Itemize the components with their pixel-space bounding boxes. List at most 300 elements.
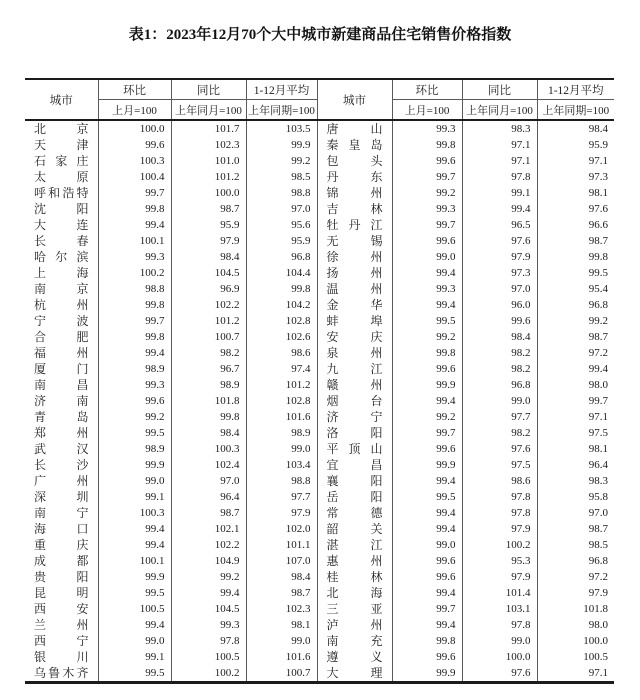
table-row	[25, 281, 614, 297]
city-cell: 温州	[317, 281, 392, 297]
mom-cell: 99.0	[392, 537, 462, 553]
header-yoy-left: 同比	[171, 79, 246, 100]
yoy-cell: 97.8	[462, 169, 537, 185]
avg-cell: 99.9	[246, 137, 317, 153]
city-cell: 桂林	[317, 569, 392, 585]
header-mom-right: 环比	[392, 79, 462, 100]
table-row	[25, 249, 614, 265]
yoy-cell: 97.9	[462, 521, 537, 537]
avg-cell: 95.9	[246, 233, 317, 249]
avg-cell: 97.5	[588, 427, 608, 439]
city-cell: 杭州	[25, 297, 98, 313]
city-cell: 牡丹江	[317, 217, 392, 233]
mom-cell: 98.9	[98, 441, 171, 457]
avg-cell: 100.7	[246, 665, 317, 683]
mom-cell: 99.6	[392, 649, 462, 665]
city-cell: 九江	[317, 361, 392, 377]
mom-cell: 99.8	[98, 329, 171, 345]
yoy-cell: 97.6	[462, 441, 537, 457]
avg-cell: 98.3	[588, 475, 608, 487]
table-row	[25, 633, 614, 649]
yoy-cell: 100.0	[462, 649, 537, 665]
table-row	[25, 120, 614, 137]
table-row	[25, 617, 614, 633]
city-cell: 昆明	[25, 585, 98, 601]
yoy-cell: 100.3	[171, 441, 246, 457]
city-cell: 上海	[25, 265, 98, 281]
yoy-cell: 98.2	[171, 345, 246, 361]
avg-cell: 97.9	[588, 587, 608, 599]
yoy-cell: 100.2	[171, 665, 246, 683]
table-row	[25, 185, 614, 201]
city-cell: 青岛	[25, 409, 98, 425]
avg-cell: 96.6	[588, 219, 608, 231]
avg-cell: 98.1	[588, 443, 608, 455]
header-avg-base-right: 上年同期=100	[542, 104, 610, 117]
yoy-cell: 96.9	[171, 281, 246, 297]
city-cell: 岳阳	[317, 489, 392, 505]
mom-cell: 99.4	[98, 345, 171, 361]
mom-cell: 99.5	[98, 585, 171, 601]
header-yoy-right: 同比	[462, 79, 537, 100]
avg-cell: 98.7	[588, 331, 608, 343]
yoy-cell: 96.5	[462, 217, 537, 233]
mom-cell: 99.2	[392, 409, 462, 425]
header-mom-base-right: 上月=100	[392, 100, 462, 121]
mom-cell: 99.4	[98, 521, 171, 537]
avg-cell: 107.0	[246, 553, 317, 569]
yoy-cell: 95.9	[171, 217, 246, 233]
yoy-cell: 101.8	[171, 393, 246, 409]
mom-cell: 100.1	[98, 233, 171, 249]
mom-cell: 99.3	[392, 201, 462, 217]
avg-cell: 99.7	[588, 395, 608, 407]
city-cell: 长春	[25, 233, 98, 249]
mom-cell: 99.8	[392, 633, 462, 649]
city-cell: 宁波	[25, 313, 98, 329]
avg-cell: 99.8	[588, 251, 608, 263]
yoy-cell: 98.3	[462, 120, 537, 137]
mom-cell: 99.4	[392, 265, 462, 281]
yoy-cell: 98.2	[462, 345, 537, 361]
avg-cell: 103.5	[246, 120, 317, 137]
avg-cell: 98.8	[246, 473, 317, 489]
yoy-cell: 98.4	[171, 425, 246, 441]
avg-cell: 98.5	[588, 539, 608, 551]
avg-cell: 98.7	[246, 585, 317, 601]
mom-cell: 99.5	[98, 665, 171, 683]
yoy-cell: 100.0	[171, 185, 246, 201]
yoy-cell: 99.4	[462, 201, 537, 217]
mom-cell: 99.2	[392, 329, 462, 345]
avg-cell: 101.2	[246, 377, 317, 393]
city-cell: 海口	[25, 521, 98, 537]
table-body	[25, 120, 614, 683]
table-row	[25, 233, 614, 249]
avg-cell: 99.2	[588, 315, 608, 327]
table-row	[25, 473, 614, 489]
table-row	[25, 505, 614, 521]
city-cell: 哈尔滨	[25, 249, 98, 265]
table-row	[25, 265, 614, 281]
mom-cell: 99.5	[98, 425, 171, 441]
yoy-cell: 99.4	[171, 585, 246, 601]
table-row	[25, 169, 614, 185]
table-row	[25, 361, 614, 377]
yoy-cell: 98.2	[462, 425, 537, 441]
city-cell: 南昌	[25, 377, 98, 393]
mom-cell: 99.9	[392, 665, 462, 683]
mom-cell: 100.3	[98, 153, 171, 169]
avg-cell: 102.6	[246, 329, 317, 345]
yoy-cell: 97.8	[171, 633, 246, 649]
avg-cell: 97.1	[588, 155, 608, 167]
avg-cell: 104.2	[246, 297, 317, 313]
yoy-cell: 100.5	[171, 649, 246, 665]
yoy-cell: 103.1	[462, 601, 537, 617]
city-cell: 常德	[317, 505, 392, 521]
yoy-cell: 98.4	[171, 249, 246, 265]
avg-cell: 99.5	[588, 267, 608, 279]
mom-cell: 99.6	[392, 153, 462, 169]
city-cell: 郑州	[25, 425, 98, 441]
avg-cell: 96.8	[246, 249, 317, 265]
city-cell: 银川	[25, 649, 98, 665]
city-cell: 宜昌	[317, 457, 392, 473]
city-cell: 烟台	[317, 393, 392, 409]
table-title: 表1：2023年12月70个大中城市新建商品住宅销售价格指数	[128, 27, 512, 43]
avg-cell: 97.0	[246, 201, 317, 217]
mom-cell: 99.2	[98, 409, 171, 425]
avg-cell: 98.0	[588, 619, 608, 631]
city-cell: 兰州	[25, 617, 98, 633]
city-cell: 合肥	[25, 329, 98, 345]
yoy-cell: 97.8	[462, 505, 537, 521]
yoy-cell: 102.3	[171, 137, 246, 153]
mom-cell: 99.5	[392, 313, 462, 329]
city-cell: 扬州	[317, 265, 392, 281]
table-row	[25, 489, 614, 505]
mom-cell: 99.4	[392, 521, 462, 537]
table-row	[25, 521, 614, 537]
mom-cell: 100.0	[98, 120, 171, 137]
mom-cell: 99.3	[392, 120, 462, 137]
yoy-cell: 98.7	[171, 201, 246, 217]
yoy-cell: 98.9	[171, 377, 246, 393]
city-cell: 秦皇岛	[317, 137, 392, 153]
city-cell: 赣州	[317, 377, 392, 393]
avg-cell: 97.1	[588, 667, 608, 679]
city-cell: 遵义	[317, 649, 392, 665]
city-cell: 徐州	[317, 249, 392, 265]
city-cell: 广州	[25, 473, 98, 489]
avg-cell: 100.5	[583, 651, 608, 663]
yoy-cell: 99.1	[462, 185, 537, 201]
mom-cell: 99.7	[392, 217, 462, 233]
header-city-right: 城市	[317, 79, 392, 120]
yoy-cell: 98.7	[171, 505, 246, 521]
avg-cell: 98.9	[246, 425, 317, 441]
city-cell: 锦州	[317, 185, 392, 201]
city-cell: 大连	[25, 217, 98, 233]
mom-cell: 99.0	[392, 249, 462, 265]
city-cell: 包头	[317, 153, 392, 169]
yoy-cell: 104.5	[171, 601, 246, 617]
header-avg-left: 1-12月平均	[246, 79, 317, 100]
city-cell: 金华	[317, 297, 392, 313]
city-cell: 湛江	[317, 537, 392, 553]
mom-cell: 99.0	[98, 473, 171, 489]
city-cell: 唐山	[317, 120, 392, 137]
table-row	[25, 665, 614, 683]
yoy-cell: 102.2	[171, 537, 246, 553]
mom-cell: 99.6	[98, 137, 171, 153]
avg-cell: 95.4	[588, 283, 608, 295]
city-cell: 太原	[25, 169, 98, 185]
avg-cell: 97.7	[246, 489, 317, 505]
header-mom-base-left: 上月=100	[98, 100, 171, 121]
mom-cell: 99.4	[392, 585, 462, 601]
city-cell: 呼和浩特	[25, 185, 98, 201]
city-cell: 成都	[25, 553, 98, 569]
table-row	[25, 313, 614, 329]
city-cell: 西宁	[25, 633, 98, 649]
table-row	[25, 553, 614, 569]
city-cell: 吉林	[317, 201, 392, 217]
yoy-cell: 97.5	[462, 457, 537, 473]
table-row	[25, 201, 614, 217]
yoy-cell: 102.1	[171, 521, 246, 537]
yoy-cell: 97.8	[462, 617, 537, 633]
city-cell: 深圳	[25, 489, 98, 505]
city-cell: 西安	[25, 601, 98, 617]
yoy-cell: 97.3	[462, 265, 537, 281]
mom-cell: 99.7	[98, 313, 171, 329]
avg-cell: 98.6	[246, 345, 317, 361]
yoy-cell: 97.6	[462, 665, 537, 683]
table-header	[25, 79, 614, 120]
header-mom-left: 环比	[98, 79, 171, 100]
mom-cell: 99.7	[392, 601, 462, 617]
table-row	[25, 393, 614, 409]
mom-cell: 99.4	[98, 617, 171, 633]
mom-cell: 100.3	[98, 505, 171, 521]
table-row	[25, 441, 614, 457]
yoy-cell: 96.7	[171, 361, 246, 377]
yoy-cell: 97.0	[171, 473, 246, 489]
avg-cell: 102.3	[246, 601, 317, 617]
price-index-table	[25, 78, 614, 684]
header-avg-base-left: 上年同期=100	[246, 100, 317, 121]
yoy-cell: 104.9	[171, 553, 246, 569]
mom-cell: 100.1	[98, 553, 171, 569]
yoy-cell: 99.3	[171, 617, 246, 633]
mom-cell: 99.6	[392, 569, 462, 585]
yoy-cell: 98.4	[462, 329, 537, 345]
avg-cell: 97.0	[588, 507, 608, 519]
city-cell: 惠州	[317, 553, 392, 569]
yoy-cell: 101.2	[171, 169, 246, 185]
city-cell: 大理	[317, 665, 392, 683]
yoy-cell: 102.2	[171, 297, 246, 313]
mom-cell: 99.6	[392, 233, 462, 249]
city-cell: 南京	[25, 281, 98, 297]
avg-cell: 97.9	[246, 505, 317, 521]
yoy-cell: 101.7	[171, 120, 246, 137]
mom-cell: 99.6	[98, 393, 171, 409]
mom-cell: 100.2	[98, 265, 171, 281]
city-cell: 长沙	[25, 457, 98, 473]
header-yoy-base-left: 上年同月=100	[171, 100, 246, 121]
mom-cell: 99.8	[392, 137, 462, 153]
avg-cell: 104.4	[246, 265, 317, 281]
city-cell: 乌鲁木齐	[25, 665, 98, 683]
yoy-cell: 96.8	[462, 377, 537, 393]
table-row	[25, 569, 614, 585]
yoy-cell: 97.9	[462, 249, 537, 265]
mom-cell: 99.4	[98, 537, 171, 553]
avg-cell: 98.7	[588, 523, 608, 535]
avg-cell: 98.0	[588, 379, 608, 391]
city-cell: 北海	[317, 585, 392, 601]
mom-cell: 99.9	[392, 457, 462, 473]
city-cell: 蚌埠	[317, 313, 392, 329]
city-cell: 武汉	[25, 441, 98, 457]
yoy-cell: 101.4	[462, 585, 537, 601]
avg-cell: 99.0	[246, 633, 317, 649]
table-row	[25, 537, 614, 553]
mom-cell: 99.9	[98, 569, 171, 585]
yoy-cell: 99.6	[462, 313, 537, 329]
mom-cell: 99.1	[98, 489, 171, 505]
yoy-cell: 97.9	[171, 233, 246, 249]
yoy-cell: 101.0	[171, 153, 246, 169]
avg-cell: 96.8	[588, 299, 608, 311]
table-row	[25, 585, 614, 601]
yoy-cell: 97.6	[462, 233, 537, 249]
avg-cell: 98.1	[246, 617, 317, 633]
yoy-cell: 99.2	[171, 569, 246, 585]
yoy-cell: 97.7	[462, 409, 537, 425]
yoy-cell: 99.8	[171, 409, 246, 425]
table-row	[25, 137, 614, 153]
mom-cell: 99.7	[392, 425, 462, 441]
yoy-cell: 99.0	[462, 393, 537, 409]
header-avg-right: 1-12月平均	[537, 79, 614, 100]
mom-cell: 99.3	[98, 249, 171, 265]
avg-cell: 95.8	[588, 491, 608, 503]
avg-cell: 99.2	[246, 153, 317, 169]
city-cell: 安庆	[317, 329, 392, 345]
avg-cell: 102.8	[246, 393, 317, 409]
mom-cell: 99.6	[392, 441, 462, 457]
avg-cell: 98.5	[246, 169, 317, 185]
city-cell: 三亚	[317, 601, 392, 617]
mom-cell: 99.4	[392, 297, 462, 313]
city-cell: 泸州	[317, 617, 392, 633]
mom-cell: 99.4	[392, 617, 462, 633]
mom-cell: 99.4	[392, 393, 462, 409]
mom-cell: 99.6	[392, 361, 462, 377]
header-yoy-base-right: 上年同月=100	[462, 100, 537, 121]
mom-cell: 99.7	[392, 169, 462, 185]
avg-cell: 99.4	[588, 363, 608, 375]
avg-cell: 100.0	[583, 635, 608, 647]
avg-cell: 102.0	[246, 521, 317, 537]
avg-cell: 101.6	[246, 649, 317, 665]
yoy-cell: 102.4	[171, 457, 246, 473]
avg-cell: 97.4	[246, 361, 317, 377]
avg-cell: 103.4	[246, 457, 317, 473]
yoy-cell: 98.2	[462, 361, 537, 377]
avg-cell: 97.6	[588, 203, 608, 215]
city-cell: 泉州	[317, 345, 392, 361]
yoy-cell: 95.3	[462, 553, 537, 569]
city-cell: 福州	[25, 345, 98, 361]
city-cell: 贵阳	[25, 569, 98, 585]
yoy-cell: 96.4	[171, 489, 246, 505]
mom-cell: 99.2	[392, 185, 462, 201]
city-cell: 南充	[317, 633, 392, 649]
city-cell: 济南	[25, 393, 98, 409]
avg-cell: 98.4	[588, 123, 608, 135]
mom-cell: 99.4	[392, 473, 462, 489]
table-row	[25, 377, 614, 393]
yoy-cell: 100.7	[171, 329, 246, 345]
mom-cell: 99.8	[98, 297, 171, 313]
mom-cell: 99.1	[98, 649, 171, 665]
mom-cell: 99.8	[392, 345, 462, 361]
city-cell: 北京	[25, 120, 98, 137]
table-row	[25, 329, 614, 345]
mom-cell: 99.5	[392, 489, 462, 505]
mom-cell: 99.0	[98, 633, 171, 649]
avg-cell: 102.8	[246, 313, 317, 329]
avg-cell: 96.4	[588, 459, 608, 471]
mom-cell: 99.7	[98, 185, 171, 201]
city-cell: 厦门	[25, 361, 98, 377]
mom-cell: 99.9	[392, 377, 462, 393]
city-cell: 洛阳	[317, 425, 392, 441]
yoy-cell: 96.0	[462, 297, 537, 313]
city-cell: 丹东	[317, 169, 392, 185]
mom-cell: 99.4	[98, 217, 171, 233]
avg-cell: 98.1	[588, 187, 608, 199]
yoy-cell: 99.0	[462, 633, 537, 649]
avg-cell: 98.8	[246, 185, 317, 201]
avg-cell: 97.2	[588, 347, 608, 359]
city-cell: 无锡	[317, 233, 392, 249]
avg-cell: 98.7	[588, 235, 608, 247]
city-cell: 重庆	[25, 537, 98, 553]
yoy-cell: 101.2	[171, 313, 246, 329]
yoy-cell: 97.9	[462, 569, 537, 585]
avg-cell: 101.8	[583, 603, 608, 615]
yoy-cell: 98.6	[462, 473, 537, 489]
yoy-cell: 100.2	[462, 537, 537, 553]
mom-cell: 99.3	[392, 281, 462, 297]
yoy-cell: 97.0	[462, 281, 537, 297]
city-cell: 平顶山	[317, 441, 392, 457]
city-cell: 石家庄	[25, 153, 98, 169]
avg-cell: 99.0	[246, 441, 317, 457]
table-row	[25, 217, 614, 233]
avg-cell: 101.6	[246, 409, 317, 425]
table-row	[25, 153, 614, 169]
header-row-groups	[25, 79, 614, 100]
avg-cell: 95.6	[246, 217, 317, 233]
avg-cell: 97.1	[588, 411, 608, 423]
